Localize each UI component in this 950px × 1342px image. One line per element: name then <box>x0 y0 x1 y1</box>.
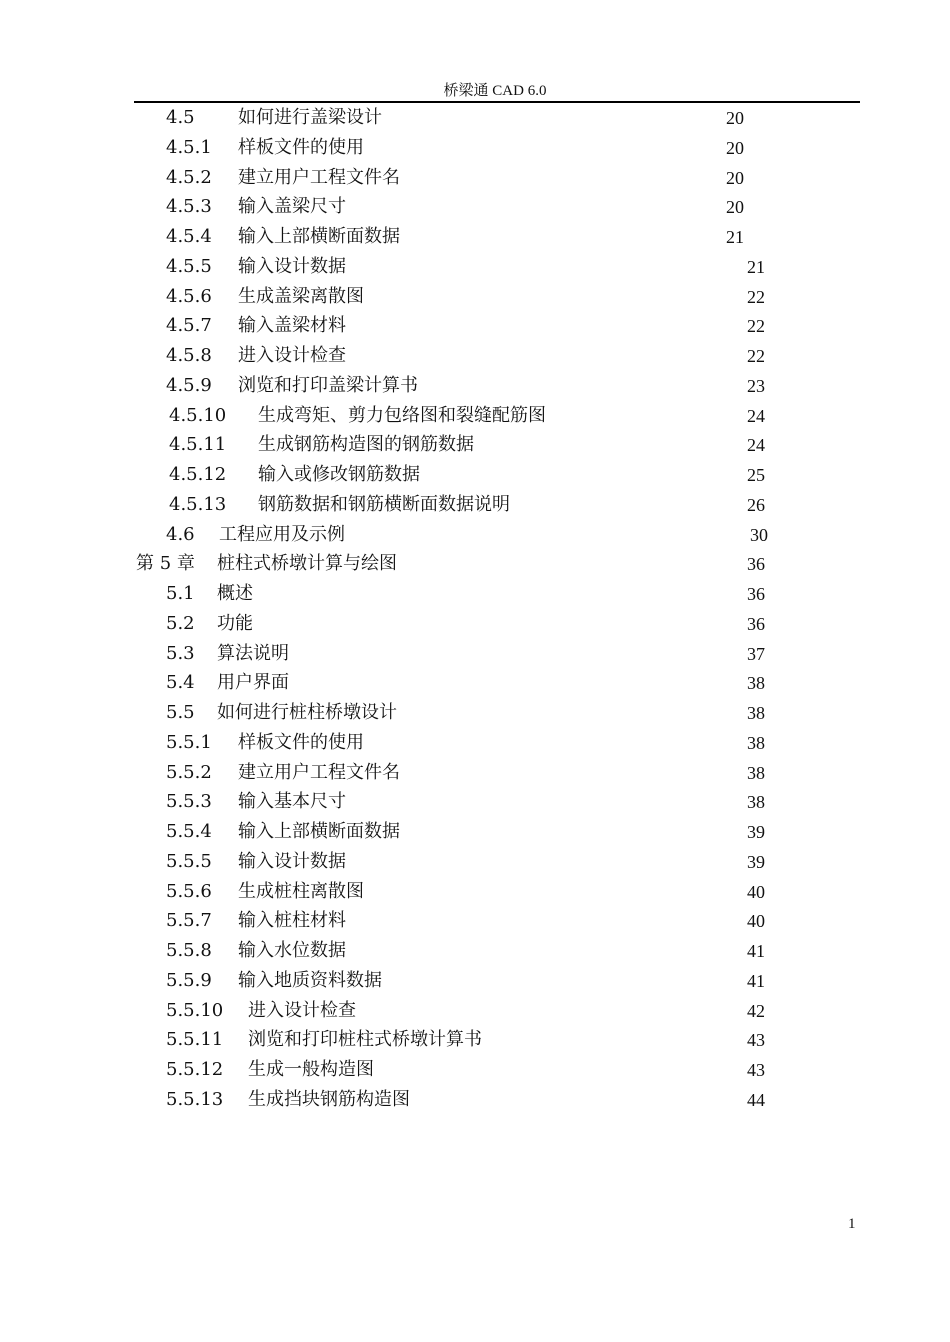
toc-entry-title: 进入设计检查 <box>248 999 356 1021</box>
toc-entry <box>0 851 950 873</box>
toc-entry-page: 20 <box>726 137 744 158</box>
toc-entry-title: 桩柱式桥墩计算与绘图 <box>217 553 397 575</box>
toc-entry-number: 5.5.1 <box>166 731 212 753</box>
toc-entry-number: 4.5.4 <box>166 226 212 247</box>
toc-entry-page: 39 <box>747 822 765 842</box>
toc-entry-title: 如何进行桩柱桥墩设计 <box>217 702 397 723</box>
toc-entry-number: 5.5.11 <box>166 1029 224 1051</box>
toc-entry-number: 4.5.9 <box>166 374 212 396</box>
toc-entry-number: 5.4 <box>166 672 195 694</box>
toc-entry-number: 4.5.2 <box>166 166 212 188</box>
toc-entry-title: 生成一般构造图 <box>248 1059 374 1080</box>
toc-entry-title: 输入设计数据 <box>238 850 346 872</box>
toc-entry-page: 43 <box>747 1060 765 1080</box>
toc-entry-page: 22 <box>747 346 765 366</box>
toc-entry-title: 生成桩柱离散图 <box>238 880 364 902</box>
toc-entry-title: 浏览和打印盖梁计算书 <box>238 374 418 396</box>
toc-entry-title: 输入盖梁尺寸 <box>238 196 346 218</box>
page-number: 1 <box>848 1216 856 1232</box>
toc-entry-number: 5.5.8 <box>166 940 212 961</box>
toc-entry-number: 5.5.4 <box>166 821 212 842</box>
toc-entry <box>0 494 950 516</box>
toc-entry-page: 26 <box>747 494 765 515</box>
toc-entry-page: 22 <box>747 316 765 337</box>
toc-entry-page: 40 <box>747 911 765 932</box>
toc-entry <box>0 434 950 456</box>
toc-entry-page: 38 <box>747 703 765 723</box>
toc-entry-number: 4.6 <box>166 523 195 545</box>
toc-entry-title: 如何进行盖梁设计 <box>238 107 382 128</box>
toc-entry-number: 5.5 <box>166 702 195 723</box>
toc-entry-page: 42 <box>747 1000 765 1021</box>
toc-entry <box>0 286 950 308</box>
toc-entry-page: 20 <box>726 197 744 218</box>
toc-entry <box>0 464 950 486</box>
toc-entry-title: 样板文件的使用 <box>238 731 364 753</box>
toc-entry-title: 功能 <box>217 612 253 634</box>
toc-entry-title: 进入设计检查 <box>238 345 346 366</box>
toc-entry-number: 4.5.10 <box>169 404 227 426</box>
toc-entry-title: 输入设计数据 <box>238 255 346 277</box>
page-header-title: 桥梁通 CAD 6.0 <box>443 83 547 99</box>
toc-entry-page: 20 <box>726 108 744 128</box>
toc-entry <box>0 375 950 397</box>
toc-entry <box>0 1029 950 1051</box>
toc-entry-page: 36 <box>747 613 765 634</box>
toc-entry <box>0 553 950 575</box>
toc-entry <box>0 881 950 903</box>
toc-entry-number: 5.3 <box>166 642 195 664</box>
toc-entry-number: 5.5.10 <box>166 999 224 1021</box>
toc-entry-number: 4.5.12 <box>169 464 227 485</box>
toc-entry-page: 24 <box>747 405 765 426</box>
toc-entry-title: 输入桩柱材料 <box>238 910 346 932</box>
toc-entry-number: 5.5.12 <box>166 1059 224 1080</box>
toc-entry-title: 输入水位数据 <box>238 940 346 961</box>
toc-entry-number: 4.5.3 <box>166 196 212 218</box>
toc-entry-title: 生成弯矩、剪力包络图和裂缝配筋图 <box>258 404 546 426</box>
toc-entry-title: 建立用户工程文件名 <box>238 166 400 188</box>
toc-entry <box>0 345 950 367</box>
toc-entry <box>0 524 950 546</box>
toc-entry-page: 36 <box>747 554 765 575</box>
toc-entry <box>0 821 950 843</box>
toc-entry <box>0 643 950 665</box>
toc-entry-number: 4.5.5 <box>166 255 212 277</box>
toc-entry-title: 输入或修改钢筋数据 <box>258 464 420 485</box>
toc-entry <box>0 970 950 992</box>
toc-entry <box>0 791 950 813</box>
toc-entry <box>0 940 950 962</box>
toc-entry-title: 输入上部横断面数据 <box>238 821 400 842</box>
toc-entry-page: 41 <box>747 941 765 961</box>
toc-entry <box>0 1000 950 1022</box>
toc-entry <box>0 107 950 129</box>
toc-entry-title: 生成盖梁离散图 <box>238 285 364 307</box>
toc-entry-page: 41 <box>747 970 765 991</box>
toc-entry <box>0 762 950 784</box>
toc-entry <box>0 1089 950 1111</box>
toc-entry-title: 建立用户工程文件名 <box>238 761 400 783</box>
header-rule <box>134 101 860 103</box>
toc-entry <box>0 405 950 427</box>
toc-entry-number: 4.5.8 <box>166 345 212 366</box>
toc-entry-page: 24 <box>747 435 765 456</box>
toc-entry-title: 生成挡块钢筋构造图 <box>248 1088 410 1110</box>
toc-entry-number: 5.5.2 <box>166 761 212 783</box>
toc-entry-number: 第 5 章 <box>136 553 195 575</box>
toc-entry <box>0 167 950 189</box>
toc-entry-title: 概述 <box>217 583 253 604</box>
toc-entry-page: 21 <box>726 227 744 247</box>
toc-entry-page: 25 <box>747 465 765 485</box>
toc-entry <box>0 256 950 278</box>
toc-entry-page: 39 <box>747 851 765 872</box>
toc-entry-page: 23 <box>747 375 765 396</box>
toc-entry-title: 浏览和打印桩柱式桥墩计算书 <box>248 1029 482 1051</box>
toc-entry-title: 输入基本尺寸 <box>238 791 346 813</box>
toc-entry-page: 43 <box>747 1030 765 1051</box>
toc-entry <box>0 613 950 635</box>
toc-entry <box>0 910 950 932</box>
toc-entry-title: 样板文件的使用 <box>238 136 364 158</box>
toc-entry-number: 5.1 <box>166 583 195 604</box>
toc-entry-number: 4.5.6 <box>166 285 212 307</box>
toc-entry-page: 20 <box>726 167 744 188</box>
toc-entry-number: 5.5.5 <box>166 850 212 872</box>
toc-entry <box>0 583 950 605</box>
toc-entry-page: 38 <box>747 673 765 694</box>
toc-entry <box>0 226 950 248</box>
toc-entry-number: 5.5.7 <box>166 910 212 932</box>
toc-entry <box>0 315 950 337</box>
toc-entry <box>0 702 950 724</box>
toc-entry-page: 38 <box>747 762 765 783</box>
toc-entry-page: 37 <box>747 643 765 664</box>
toc-entry-number: 4.5.13 <box>169 493 227 515</box>
toc-entry-page: 30 <box>750 524 768 545</box>
toc-entry-page: 21 <box>747 256 765 277</box>
toc-entry-page: 38 <box>747 732 765 753</box>
toc-entry-title: 输入盖梁材料 <box>238 315 346 337</box>
toc-entry-page: 22 <box>747 286 765 307</box>
toc-entry-number: 5.5.6 <box>166 880 212 902</box>
toc-entry-number: 4.5.1 <box>166 136 212 158</box>
toc-entry-page: 44 <box>747 1089 765 1110</box>
toc-entry-page: 38 <box>747 792 765 813</box>
toc-entry-number: 5.5.13 <box>166 1088 224 1110</box>
toc-entry-title: 生成钢筋构造图的钢筋数据 <box>258 434 474 456</box>
toc-entry-number: 5.5.3 <box>166 791 212 813</box>
toc-entry-title: 算法说明 <box>217 642 289 664</box>
toc-entry-title: 工程应用及示例 <box>219 523 345 545</box>
toc-entry-title: 用户界面 <box>217 672 289 694</box>
toc-entry-number: 4.5.7 <box>166 315 212 337</box>
toc-entry-page: 36 <box>747 584 765 604</box>
toc-entry-page: 40 <box>747 881 765 902</box>
toc-entry-number: 4.5 <box>166 107 195 128</box>
toc-entry-title: 钢筋数据和钢筋横断面数据说明 <box>258 493 510 515</box>
toc-entry-number: 5.5.9 <box>166 969 212 991</box>
toc-entry-title: 输入上部横断面数据 <box>238 226 400 247</box>
toc-entry <box>0 137 950 159</box>
toc-entry <box>0 732 950 754</box>
toc-entry-number: 4.5.11 <box>169 434 227 456</box>
toc-entry <box>0 1059 950 1081</box>
toc-entry-number: 5.2 <box>166 612 195 634</box>
toc-entry <box>0 196 950 218</box>
toc-entry-title: 输入地质资料数据 <box>238 969 382 991</box>
toc-entry <box>0 672 950 694</box>
